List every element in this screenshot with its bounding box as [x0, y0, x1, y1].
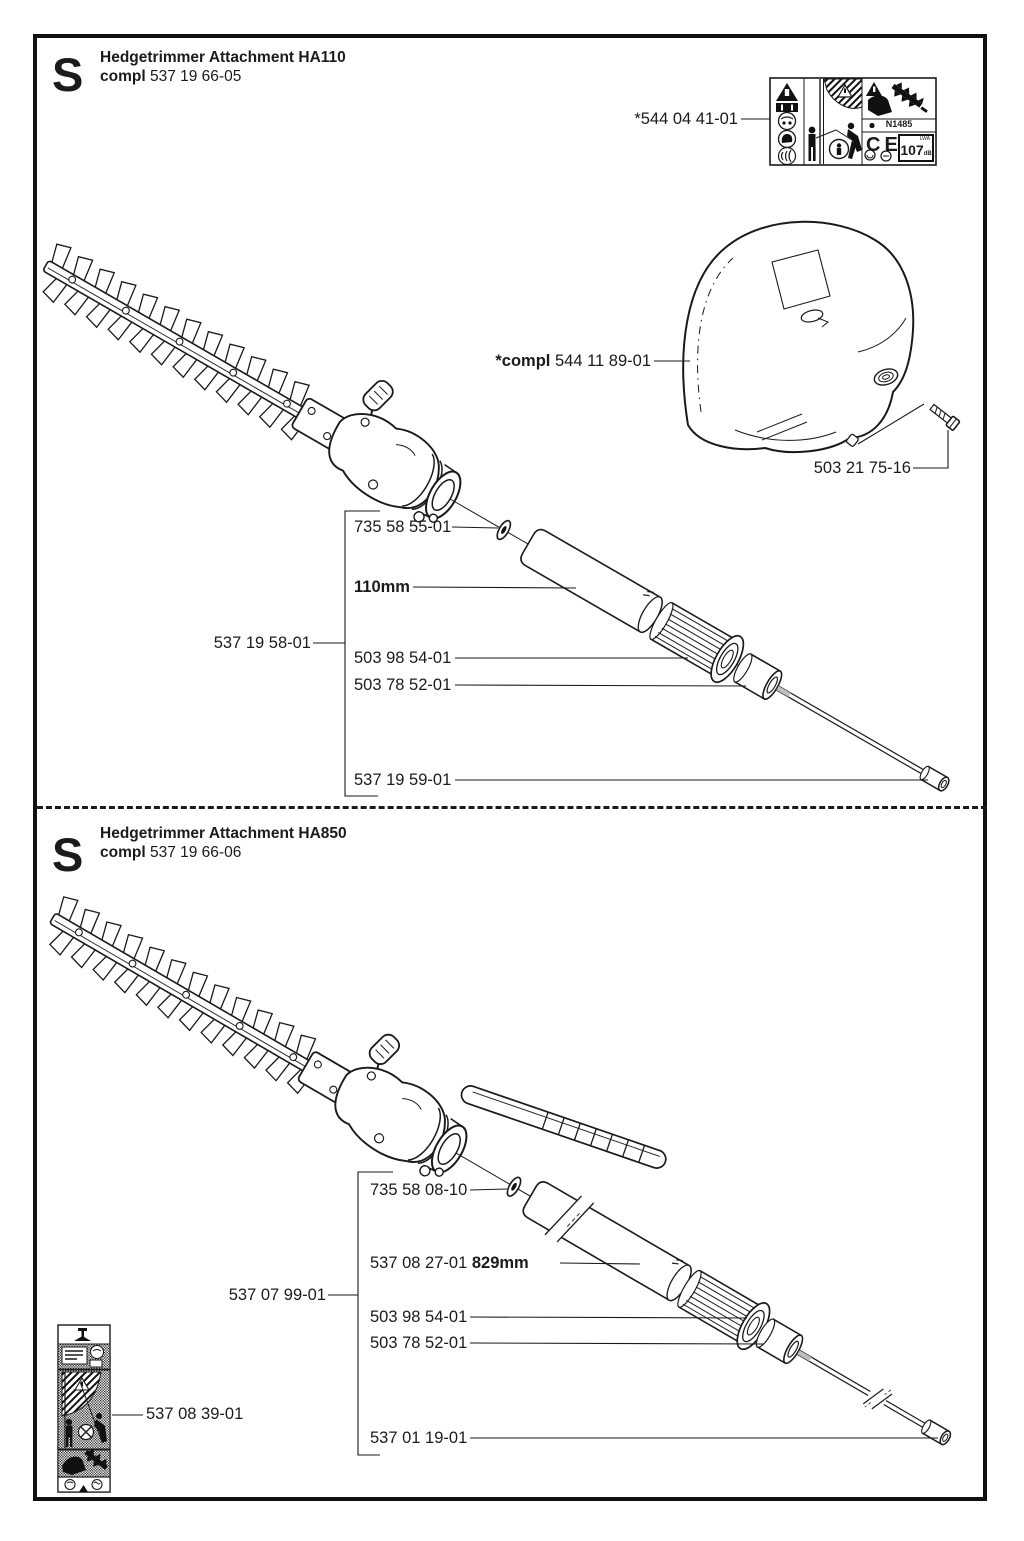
part-label-decal-ha110: *544 04 41-01 — [634, 110, 738, 128]
dimension-label-829mm: 829mm — [471, 1254, 529, 1272]
part-label-washer-ha850: 735 58 08-10 — [370, 1181, 468, 1199]
part-label-tube-ha850: 537 08 27-01 829mm — [370, 1254, 529, 1272]
compl-number: 537 19 66-06 — [149, 844, 242, 861]
section-title-ha850: Hedgetrimmer Attachment HA850 — [100, 825, 347, 842]
compl-label: compl — [100, 844, 146, 861]
angle-adjust-rack — [459, 1083, 668, 1170]
part-label-coupling-ha110: 503 98 54-01 — [354, 649, 452, 667]
part-label-guard: *compl 544 11 89-01 — [495, 352, 651, 370]
part-label-drive-shaft-ha110: 537 19 59-01 — [354, 771, 452, 789]
part-label-shaft-assembly-ha850: 537 07 99-01 — [228, 1286, 326, 1304]
section-marker-ha850: S — [52, 828, 83, 881]
section-compl-ha110 — [100, 69, 241, 85]
section-marker-ha110: S — [52, 48, 83, 101]
compl-label: compl — [100, 68, 146, 85]
section-compl-ha850 — [100, 845, 241, 861]
part-label-guard-screw: 503 21 75-16 — [813, 459, 911, 477]
washer — [505, 1175, 524, 1198]
safety-decal-strip — [58, 1325, 111, 1492]
guard-screw — [928, 402, 960, 430]
washer — [495, 519, 513, 542]
exploded-axis-ha850 — [443, 1131, 962, 1463]
ce-mark-text: CE — [866, 134, 902, 156]
guard-shield — [683, 222, 924, 452]
drive-shaft — [774, 682, 951, 793]
noise-value: 107 — [900, 142, 924, 158]
drive-tube-829mm — [517, 1174, 698, 1309]
part-label-drive-shaft-ha850: 537 01 19-01 — [370, 1429, 468, 1447]
part-label-washer-ha110: 735 58 55-01 — [354, 518, 452, 536]
part-label-coupling-ha850: 503 98 54-01 — [370, 1308, 468, 1326]
drive-shaft — [791, 1340, 955, 1452]
noise-level-badge — [898, 134, 934, 162]
section-title-ha110: Hedgetrimmer Attachment HA110 — [100, 49, 346, 66]
dimension-label-110mm: 110mm — [354, 578, 410, 596]
part-label-bushing-ha850: 503 78 52-01 — [370, 1334, 468, 1352]
exploded-axis-ha110 — [437, 476, 960, 808]
cert-number-text: N1485 — [885, 119, 913, 129]
part-label-bushing-ha110: 503 78 52-01 — [354, 676, 452, 694]
part-label-decal-ha850: 537 08 39-01 — [146, 1405, 244, 1423]
part-label-shaft-assembly-ha110: 537 19 58-01 — [213, 634, 311, 652]
spacer-tube-110mm — [518, 526, 667, 636]
hedgetrimmer-unit-ha850 — [32, 856, 984, 1473]
noise-unit: dB — [923, 151, 932, 157]
noise-label: LWA — [919, 136, 930, 142]
compl-number: 537 19 66-05 — [149, 68, 242, 85]
